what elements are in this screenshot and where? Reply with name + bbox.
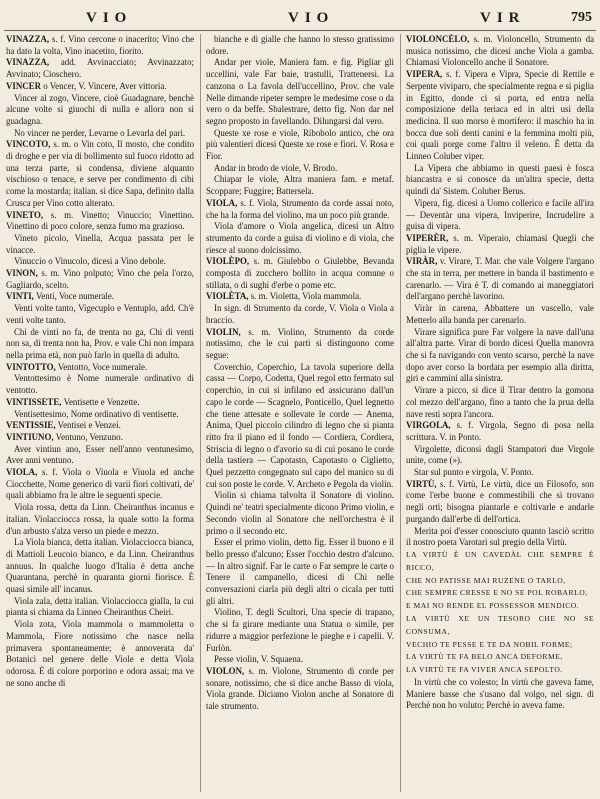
dictionary-entry bbox=[6, 409, 194, 421]
dictionary-entry bbox=[6, 256, 194, 268]
entry-headword: VINTI, bbox=[6, 291, 34, 302]
dictionary-entry bbox=[206, 163, 394, 175]
column-right bbox=[406, 34, 594, 794]
column-left bbox=[6, 34, 194, 794]
entry-definition: s. m. Violino, Strumento da corde notissimo, che le cui parti si distinguono come segue: bbox=[206, 326, 394, 360]
dictionary-entry bbox=[6, 268, 194, 291]
dictionary-entry bbox=[206, 198, 394, 221]
entry-definition: Venti volte tanto, Vigecuplo e Ventuplo, add. Ch'è venti volte tanto. bbox=[6, 303, 194, 325]
entry-definition: s. m. Violetta, Viola mammola. bbox=[250, 291, 362, 302]
entry-headword: VINTISSETE, bbox=[6, 396, 62, 407]
dictionary-entry bbox=[206, 303, 394, 326]
dictionary-entry bbox=[206, 57, 394, 127]
dictionary-entry bbox=[206, 128, 394, 163]
entry-headword: VIRÀR, bbox=[406, 256, 438, 267]
entry-definition: s. m. Vinetto; Vinuccio; Vinettino. Vinettino di poco colore, senza fumo ma grazioso. bbox=[6, 209, 194, 232]
entry-definition: bianche e di gialle che hanno lo stesso gratissimo odore. bbox=[206, 34, 394, 56]
dictionary-entry bbox=[206, 221, 394, 256]
dictionary-entry bbox=[6, 362, 194, 374]
verse-line: LA VIRTÙ È UN CAVEDÀL CHE SEMPRE È RICCO, bbox=[406, 549, 594, 572]
dictionary-entry bbox=[406, 256, 594, 303]
verse-line: LA VIRTÙ TE FA VIVER ANCA SEPOLTO. bbox=[406, 665, 563, 675]
entry-definition: s. f. Vipera e Vipra, Specie di Rettile e Serpente viviparo, che specialmente regna e si piglia in Egitto, donde ci si porta, ed entra nella composizione della teriaca ed in altri usi della medicina. Il suo morso è mortifero: il maschio ha in bocca due soli denti canini e la femmina molti più, coi quali porge come l'altro il veleno. È detta da Linneo Coluber viper. bbox=[406, 69, 594, 162]
entry-headword: VINTOTTO, bbox=[6, 361, 56, 372]
entry-definition: s. m. Giulebbo o Giulebbe, Bevanda composta di zucchero bollito in acqua comune o stillata, o di sughi d'erbe o pome etc. bbox=[206, 256, 394, 290]
entry-headword: VIOLON, bbox=[206, 665, 245, 676]
entry-headword: VENTISSIE, bbox=[6, 420, 56, 431]
entry-definition: Chiapar le viole, Altra maniera fam. e metaf. Scoppare; Fuggire; Battersela. bbox=[206, 174, 394, 197]
dictionary-entry bbox=[406, 385, 594, 420]
entry-definition: s. f. Viola o Viuola e Viuola ed anche Ciocchette, Nome generico di varii fiori coltivati, de' quali abbiamo fra le altre le seguenti specie. bbox=[6, 467, 194, 501]
entry-definition: Ventotto, Voce numerale. bbox=[57, 361, 148, 372]
entry-definition: Chi de vinti no fa, de trenta no ga, Chi di venti non sa, di trenta non ha, Prov. e vale Chi non impara nella prima età, non può farlo in quella di adulto. bbox=[6, 326, 194, 360]
entry-definition: Vineto picolo, Vinella, Acqua passata per le vinacce. bbox=[6, 232, 194, 255]
entry-headword: VINON, bbox=[6, 268, 38, 279]
entry-headword: VINAZZA, bbox=[6, 34, 50, 44]
dictionary-entry bbox=[6, 210, 194, 233]
verse-line: VECHIO TE PESSE E TE DA NOBIL FORME; bbox=[406, 639, 573, 649]
entry-definition: Viola zota, Viola mammola o mammoletta o Mammola, Fiore notissimo che nasce nella primavera spontaneamente; è annoverata da' Botanici nel genere delle Viole e detta Viola odorosa. È di colore porporino e odora assai; ma ve ne sono anche di bbox=[6, 619, 194, 688]
entry-definition: Queste xe rose e viole, Ribobolo antico, che ora più valentieri dicesi Queste xe rose e fiori. V. Rosa e Fior. bbox=[206, 127, 394, 162]
entry-definition: Ventisettesimo, Nome ordinativo di ventisette. bbox=[14, 408, 179, 419]
entry-definition: add. Avvinacciato; Avvinazzato; Avvinato; Cioschero. bbox=[6, 57, 194, 80]
entry-definition: Ventisei e Venzei. bbox=[57, 420, 121, 431]
entry-definition: s. m. Violoncello, Strumento da musica notissimo, che dicesi anche Viola a gamba. Chiamasi Violoncello anche il Sonatore. bbox=[406, 34, 594, 68]
entry-definition: Virare significa pure Far volgere la nave dall'una all'altra parte. Virar di bordo dicesi Quella manovra che si fa navigando con vento scarso, perchè la nave dopo aver corso la bordata per esempio alla diritta, giri e cammini alla sinistra. bbox=[406, 326, 594, 384]
entry-definition: Virare a picco, si dice il Tirar dentro la gomona col mezzo dell'argano, fino a tanto che la prua della nave resti sopra l'ancora. bbox=[406, 385, 594, 419]
dictionary-entry bbox=[6, 467, 194, 502]
entry-definition: Vincer al zogo, Vincere, cioè Guadagnare, benchè alcune volte si giuochi di nulla e allora non si guadagna. bbox=[6, 92, 194, 126]
column-middle bbox=[206, 34, 394, 794]
verse-line: E MAI NO RENDE EL POSSESSOR MENDICO. bbox=[406, 601, 580, 611]
verse-line: CHE SEMPRE CRESSE E NO SE POL ROBARLO, bbox=[406, 588, 588, 598]
entry-headword: VIOLA, bbox=[6, 467, 38, 478]
entry-headword: VIOLÈTA, bbox=[206, 291, 249, 302]
entry-headword: VIOLIN, bbox=[206, 326, 241, 337]
entry-definition: Viola rossa, detta da Linn. Cheiranthus incanus e italian. Violacciocca rossa, la quale sotto la forma d'un arbusto s'alza verso un piede e mezzo. bbox=[6, 502, 194, 536]
entry-definition: Viola d'amore o Viola angelica, dicesi un Altro strumento da corde a guisa di violino e di viola, che riesce al suono dolcissimo. bbox=[206, 221, 394, 255]
entry-definition: Venti, Voce numerale. bbox=[35, 291, 114, 302]
dictionary-entry bbox=[406, 303, 594, 326]
entry-definition: v. Virare, T. Mar. che vale Volgere l'argano che sta in terra, per mettere in banda il bastimento e carenarlo. — Vira è T. di comando ai maneggiatori dell'argano perchè lavorino. bbox=[406, 256, 594, 302]
entry-definition: Violino, T. degli Scultori, Una specie di trapano, che si fa girare mediante una Statua o simile, per ridurre a maggior perfezione le pieghe e i capelli. V. Furlòn. bbox=[206, 607, 394, 653]
entry-definition: Violin si chiama talvolta il Sonatore di violino. Quindi ne' teatri specialmente dicono Primo violin, e Secondo violin al Sonatore che nell'orchestra è il primo o il secondo etc. bbox=[206, 490, 394, 536]
dictionary-entry bbox=[6, 291, 194, 303]
entry-definition: Viola zala, detta italian. Violacciocca gialla, la cui pianta si chiama da Linneo Cheiranthus Cheiri. bbox=[6, 595, 194, 618]
entry-definition: Merita poi d'esser conosciuto quanto lasciò scritto il nostro poeta Varotari sul pregio della Virtù. bbox=[406, 525, 594, 548]
verse-line: LA VIRTÙ XE UN TESORO CHE NO SE CONSUMA, bbox=[406, 613, 594, 636]
dictionary-entry bbox=[6, 420, 194, 432]
dictionary-entry bbox=[206, 490, 394, 537]
entry-headword: VIOLA, bbox=[206, 197, 238, 208]
dictionary-entry bbox=[206, 666, 394, 713]
entry-definition: s. m. Viperaio, chiamasi Quegli che piglia le vipere. bbox=[406, 232, 594, 255]
dictionary-entry bbox=[206, 607, 394, 654]
header-rule bbox=[4, 30, 596, 31]
verse-line: LA VIRTÙ TE FA BELO ANCA DEFORME, bbox=[406, 652, 563, 662]
entry-definition: Esser el primo violin, detto fig. Esser il buono e il bello presso d'alcuno; Esser l'occhio destro d'alcuno. — In altro signif. Far le carte o Far sempre le carte o Tenere il campanello, dicesi di Chi nelle conversazioni ciarla più degli altri o cicala per tutti gli altri. bbox=[206, 537, 394, 606]
dictionary-entry bbox=[6, 432, 194, 444]
dictionary-entry bbox=[406, 233, 594, 256]
entry-definition: La Viola bianca, detta italian. Violacciocca bianca, di Mattioli Leucoio bianco, e da Linn. Cheiranthus annuus. In qualche luogo d'Italia è detta anche Quarantana, perchè in quaranta giorni fiorisce. È quasi simile all' incanus. bbox=[6, 537, 194, 595]
dictionary-entry bbox=[406, 198, 594, 233]
dictionary-entry bbox=[206, 34, 394, 57]
entry-definition: Ventisette e Venzette. bbox=[63, 396, 140, 407]
dictionary-entry bbox=[406, 327, 594, 386]
dictionary-entry bbox=[6, 303, 194, 326]
dictionary-entry bbox=[406, 69, 594, 163]
running-head-left: VIO bbox=[86, 10, 133, 26]
dictionary-entry bbox=[6, 327, 194, 362]
dictionary-entry bbox=[6, 57, 194, 80]
entry-definition: Pesse violin, V. Squaena. bbox=[214, 654, 303, 665]
entry-definition: Andar per viole, Maniera fam. e fig. Pigliar gli uccellini, vale Far baie, trastulli, Trattenersi. La canzona o La favola dell'uccellino, Prov. che vale Nelle dimande ripeter sempre le medesime cose o da vero o da beffe. Sbalestrare, detto fig. Non dar nel segno proposto in favellando. Dilungarsi dal vero. bbox=[206, 57, 394, 126]
entry-definition: s. m. o Vin coto, Il mosto, che condito di droghe e per via di bollimento sul fuoco ridotto ad una terza parte, si condensa, diviene alquanto vischioso o tenace, e serve per condimento di cibi come la mostarda; italian. si dice Sapa, definito dalla Crusca per Vino cotto alterato. bbox=[6, 139, 194, 208]
dictionary-entry bbox=[206, 537, 394, 607]
entry-headword: VINETO, bbox=[6, 209, 44, 220]
dictionary-entry bbox=[406, 420, 594, 443]
entry-definition: Andar in brodo de viole, V. Brodo. bbox=[214, 162, 338, 173]
dictionary-entry bbox=[206, 362, 394, 491]
dictionary-entry bbox=[406, 677, 594, 712]
dictionary-entry bbox=[6, 34, 194, 57]
entry-headword: VIOLONCÈLO, bbox=[406, 34, 470, 44]
dictionary-entry bbox=[6, 373, 194, 396]
entry-definition: s. f. Virtù, Le virtù, dice un Filosofo, son come l'erbe buone e commestibili che si trovano negli orti; bisogna piantarle e coltivarle e andarle purgando dall'erbe di dell'ortica. bbox=[406, 478, 594, 524]
dictionary-entry bbox=[206, 174, 394, 197]
column-divider bbox=[400, 34, 401, 792]
verse-line: CHE NO PATISSE MAI RUZENE O TARLO, bbox=[406, 575, 566, 585]
page-number: 795 bbox=[571, 10, 592, 25]
entry-definition: Coverchio, Coperchio, La tavola superiore della cassa — Corpo, Codetta, Quel regol etto fermato sul coperchio, in cui si infilano ed assicurano dall'un capo le corde — Scagnelo, Ponticello, Quel legnetto che tiene attesate e sollevate le corde — Anema, Anima, Quel piccolo cilindro di legno che si pianta ritto fra il piano ed il fondo — Cordiera, Cordiera, Striscia di legno o d'avorio su di cui posano le corde della tastiera — Capotasto, Capotasto o Ciglietto, Quel pezzetto congegnato sul capo del manico su di cui son poste le corde. V. Archeto e Pegola da violin. bbox=[206, 361, 394, 489]
dictionary-entry bbox=[206, 654, 394, 666]
entry-definition: La Vipera che abbiamo in questi paesi è fosca biancastra e si conosce da un'altra specie, detta quindi da' Sistem. Coluber Berus. bbox=[406, 162, 594, 197]
entry-definition: Star sul punto e virgola, V. Ponto. bbox=[414, 467, 534, 478]
entry-definition: In sign. di Strumento da corde, V. Viola o Viola a braccio. bbox=[206, 303, 394, 325]
dictionary-entry bbox=[6, 139, 194, 209]
entry-definition: Aver vintiun ano, Esser nell'anno ventunesimo, Aver anni ventuno. bbox=[6, 443, 194, 466]
dictionary-entry bbox=[6, 397, 194, 409]
entry-definition: Viràr in carena, Abbattere un vascello, vale Metterlo alla banda per carenarlo. bbox=[406, 303, 594, 325]
entry-definition: s. m. Vino polputo; Vino che pela l'orzo, Gagliardo, scelto. bbox=[6, 268, 194, 290]
dictionary-entry bbox=[206, 327, 394, 362]
entry-headword: VIPERÈR, bbox=[406, 232, 449, 243]
entry-headword: VINCER bbox=[6, 80, 42, 91]
entry-headword: VIOLÈPO, bbox=[206, 256, 250, 267]
entry-definition: Vipera, fig. dicesi a Uomo collerico e facile all'ira — Deventàr una vipera, Inviperire, Incrudelire a guisa di vipera. bbox=[406, 197, 594, 232]
entry-definition: o Vencer, V. Vincere, Aver vittoria. bbox=[43, 80, 167, 91]
entry-headword: VIRGOLA, bbox=[406, 420, 451, 431]
dictionary-entry bbox=[406, 479, 594, 526]
entry-definition: Ventuno, Venzuno. bbox=[55, 431, 123, 442]
dictionary-entry bbox=[6, 444, 194, 467]
dictionary-entry bbox=[6, 93, 194, 128]
dictionary-entry bbox=[206, 291, 394, 303]
dictionary-entry bbox=[6, 233, 194, 256]
entry-headword: VINAZZA, bbox=[6, 57, 50, 68]
dictionary-entry bbox=[6, 537, 194, 596]
page-header bbox=[0, 8, 600, 30]
dictionary-entry bbox=[406, 467, 594, 479]
entry-headword: VIPERA, bbox=[406, 69, 443, 80]
dictionary-entry bbox=[206, 256, 394, 291]
entry-headword: VINCOTO, bbox=[6, 139, 51, 150]
dictionary-entry bbox=[406, 34, 594, 69]
entry-definition: s. f. Vino cercone o inacerito; Vino che ha dato la volta, Vino inacetito, fiorito. bbox=[6, 34, 194, 56]
dictionary-entry bbox=[406, 526, 594, 549]
entry-definition: Ventottesimo è Nome numerale ordinativo di ventotto. bbox=[6, 373, 194, 396]
entry-definition: In virtù che co volesto; In virtù che gaveva fame, Maniere basse che s'usano dal volgo, nel sign. di Perchè non ho voluto; Perchè io aveva fame. bbox=[406, 676, 594, 711]
entry-definition: s. f. Viola, Strumento da corde assai noto, che ha la forma del violino, ma un poco più grande. bbox=[206, 197, 394, 220]
entry-definition: s. m. Violone, Strumento di corde per sonare, notissimo, che si dice anche Basso di viola, Viola grande. Diciamo Violon anche al Sonatore di tale strumento. bbox=[206, 665, 394, 712]
entry-headword: VINTIUNO, bbox=[6, 431, 54, 442]
running-head-center: VIO bbox=[288, 10, 335, 26]
column-divider bbox=[200, 34, 201, 792]
dictionary-entry bbox=[6, 128, 194, 140]
dictionary-entry bbox=[6, 596, 194, 619]
dictionary-entry bbox=[406, 444, 594, 467]
dictionary-entry bbox=[406, 163, 594, 198]
dictionary-entry bbox=[6, 502, 194, 537]
entry-definition: No vincer ne perder, Levarne o Levarla del pari. bbox=[14, 127, 186, 138]
dictionary-entry bbox=[6, 619, 194, 689]
dictionary-entry bbox=[6, 81, 194, 93]
entry-definition: Virgolette, diconsi dagli Stampatori due Virgole unite, come (»). bbox=[406, 443, 594, 466]
entry-definition: Vinuccio o Vinucolo, dicesi a Vino debole. bbox=[14, 256, 166, 267]
running-head-right: VIR bbox=[480, 10, 526, 26]
entry-headword: VIRTÙ, bbox=[406, 478, 437, 489]
entry-definition: s. f. Virgola, Segno di posa nella scrittura. V. in Ponto. bbox=[406, 420, 594, 442]
